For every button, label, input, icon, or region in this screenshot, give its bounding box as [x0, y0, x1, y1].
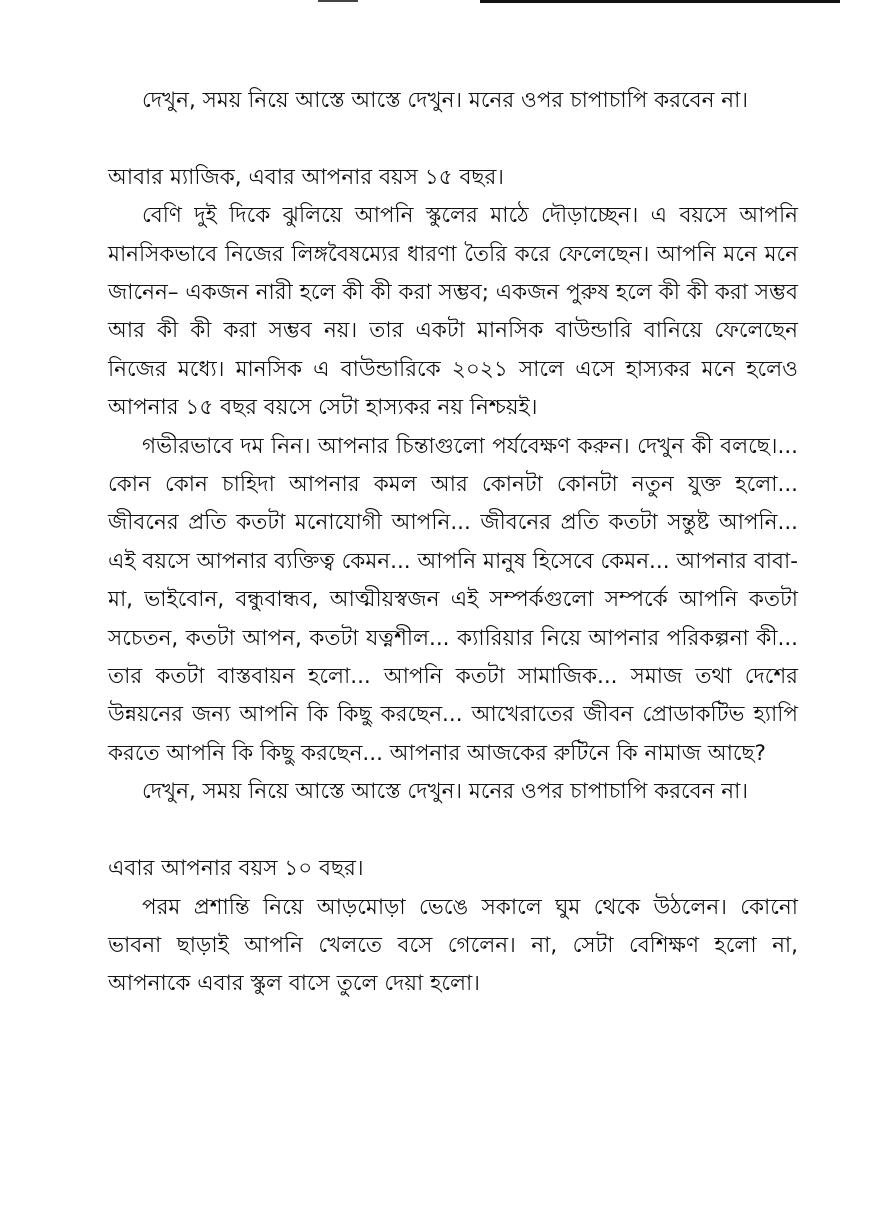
paragraph-age-10-description: পরম প্রশান্তি নিয়ে আড়মোড়া ভেঙে সকালে ঘুম থেকে উঠলেন। কোনো ভাবনা ছাড়াই আপনি খেলতে বসে গেলেন। না, সেটা বেশিক্ষণ হলো না, আপনাকে এবার স্কুল বাসে তুলে দেয়া হলো। — [108, 894, 798, 997]
top-edge-mark — [318, 0, 358, 2]
top-rule-divider — [480, 0, 840, 3]
paragraph-look-slowly-2: দেখুন, সময় নিয়ে আস্তে আস্তে দেখুন। মনের ওপর চাপাচাপি করবেন না। — [142, 779, 749, 805]
paragraph-reflection-questions: গভীরভাবে দম নিন। আপনার চিন্তাগুলো পর্যবেক্ষণ করুন। দেখুন কী বলছে।... কোন কোন চাহিদা আপনার কমল আর কোনটা কোনটা নতুন যুক্ত হলো... জীবনের প্রতি কতটা মনোযোগী আপনি... জীবনের প্রতি কতটা সন্তুষ্ট আপনি... এই বয়সে আপনার ব্যক্তিত্ব কেমন... আপনি মানুষ হিসেবে কেমন... আপনার বাবা-মা, ভাইবোন, বন্ধুবান্ধব, আত্মীয়স্বজন এই সম্পর্কগুলো সম্পর্কে আপনি কতটা সচেতন, কতটা আপন, কতটা যত্নশীল... ক্যারিয়ার নিয়ে আপনার পরিকল্পনা কী... তার কতটা বাস্তবায়ন হলো... আপনি কতটা সামাজিক... সমাজ তথা দেশের উন্নয়নের জন্য আপনি কি কিছু করছেন... আখেরাতের জীবন প্রোডাকটিভ হ্যাপি করতে আপনি কি কিছু করছেন... আপনার আজকের রুটিনে কি নামাজ আছে? — [108, 433, 798, 766]
section-heading-age-10: এবার আপনার বয়স ১০ বছর। — [108, 856, 364, 882]
top-spacer — [108, 70, 798, 82]
paragraph-age-15-description: বেণি দুই দিকে ঝুলিয়ে আপনি স্কুলের মাঠে দৌড়াচ্ছেন। এ বয়সে আপনি মানসিকভাবে নিজের লিঙ্গবৈষম্যের ধারণা তৈরি করে ফেলেছেন। আপনি মনে মনে জানেন– একজন নারী হলে কী কী করা সম্ভব; একজন পুরুষ হলে কী কী করা সম্ভব আর কী কী করা সম্ভব নয়। তার একটা মানসিক বাউন্ডারি বানিয়ে ফেলেছেন নিজের মধ্যে। মানসিক এ বাউন্ডারিকে ২০২১ সালে এসে হাস্যকর মনে হলেও আপনার ১৫ বছর বয়সে সেটা হাস্যকর নয় নিশ্চয়ই। — [108, 203, 798, 421]
document-page — [108, 70, 798, 1004]
section-heading-age-15: আবার ম্যাজিক, এবার আপনার বয়স ১৫ বছর। — [108, 164, 504, 190]
section-gap — [108, 812, 798, 850]
section-gap — [108, 120, 798, 158]
paragraph-look-slowly-1: দেখুন, সময় নিয়ে আস্তে আস্তে দেখুন। মনের ওপর চাপাচাপি করবেন না। — [142, 88, 749, 113]
